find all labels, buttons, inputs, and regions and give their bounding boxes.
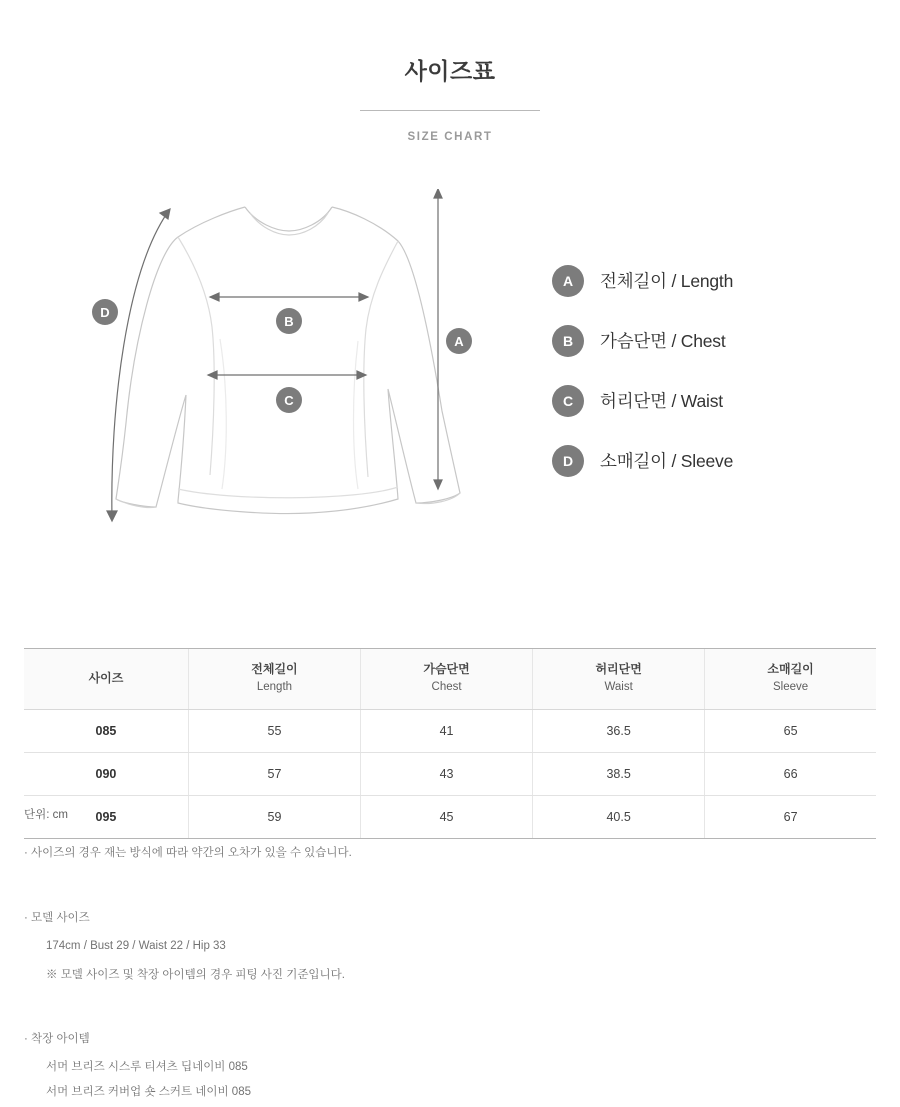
legend-badge-c: C [552, 385, 584, 417]
note-model-heading: · 모델 사이즈 [24, 911, 90, 924]
page-title: 사이즈표 [404, 58, 496, 84]
page-header [0, 0, 900, 143]
page-subtitle: SIZE CHART [407, 130, 493, 143]
table-row [24, 710, 876, 753]
legend-badge-d: D [552, 445, 584, 477]
cell-waist: 40.5 [533, 796, 705, 839]
cell-chest: 45 [361, 796, 533, 839]
legend-item-sleeve [552, 431, 882, 491]
legend-item-length [552, 251, 882, 311]
column-header-chest-ko: 가슴단면 [423, 662, 470, 676]
measurement-legend [552, 251, 882, 491]
column-header-size-ko: 사이즈 [88, 670, 124, 685]
column-header-waist [533, 649, 705, 710]
svg-text:D: D [100, 304, 110, 320]
cell-length: 55 [188, 710, 360, 753]
column-header-length [188, 649, 360, 710]
column-header-waist-ko: 허리단면 [595, 662, 642, 676]
cell-length: 59 [188, 796, 360, 839]
note-wearing-heading: · 착장 아이템 [24, 1032, 90, 1045]
cell-size: 090 [24, 753, 188, 796]
note-tolerance: · 사이즈의 경우 재는 방식에 따라 약간의 오차가 있을 수 있습니다. [24, 847, 352, 860]
legend-badge-a: A [552, 265, 584, 297]
cell-waist: 38.5 [533, 753, 705, 796]
column-header-chest-en: Chest [431, 681, 462, 694]
note-model-disclaimer: ※ 모델 사이즈 및 착장 아이템의 경우 피팅 사진 기준입니다. [46, 968, 345, 981]
note-wearing-item-1: 서머 브리즈 시스루 티셔츠 딥네이비 085 [46, 1061, 248, 1074]
svg-text:A: A [454, 333, 464, 349]
legend-item-waist [552, 371, 882, 431]
column-header-waist-en: Waist [604, 681, 633, 694]
garment-illustration [60, 189, 530, 559]
note-wearing-item-2: 서머 브리즈 커버업 숏 스커트 네이비 085 [46, 1085, 251, 1098]
legend-label-sleeve: 소매길이 / Sleeve [600, 451, 734, 472]
note-model-value: 174cm / Bust 29 / Waist 22 / Hip 33 [46, 940, 226, 953]
legend-label-chest: 가슴단면 / Chest [600, 331, 726, 352]
table-row [24, 753, 876, 796]
legend-label-waist: 허리단면 / Waist [600, 391, 723, 412]
cell-chest: 41 [361, 710, 533, 753]
table-header-row [24, 649, 876, 710]
cell-waist: 36.5 [533, 710, 705, 753]
notes-section [24, 806, 876, 1107]
title-divider [360, 110, 540, 111]
column-header-sleeve-en: Sleeve [773, 681, 809, 694]
legend-badge-b: B [552, 325, 584, 357]
cell-sleeve: 66 [705, 753, 876, 796]
column-header-length-ko: 전체길이 [251, 662, 298, 676]
size-diagram-section [0, 189, 900, 569]
column-header-size [24, 649, 188, 710]
note-unit: 단위: cm [24, 809, 68, 821]
svg-text:B: B [284, 313, 294, 329]
column-header-length-en: Length [256, 681, 293, 694]
column-header-sleeve-ko: 소매길이 [767, 662, 814, 676]
notes-spacer-2 [24, 994, 876, 1030]
column-header-chest [361, 649, 533, 710]
svg-text:C: C [284, 392, 294, 408]
notes-spacer-1 [24, 873, 876, 909]
legend-label-length: 전체길이 / Length [600, 271, 734, 292]
legend-item-chest [552, 311, 882, 371]
cell-chest: 43 [361, 753, 533, 796]
cell-size: 085 [24, 710, 188, 753]
cell-size: 095 [24, 796, 188, 839]
cell-length: 57 [188, 753, 360, 796]
column-header-sleeve [705, 649, 876, 710]
cell-sleeve: 65 [705, 710, 876, 753]
cell-sleeve: 67 [705, 796, 876, 839]
